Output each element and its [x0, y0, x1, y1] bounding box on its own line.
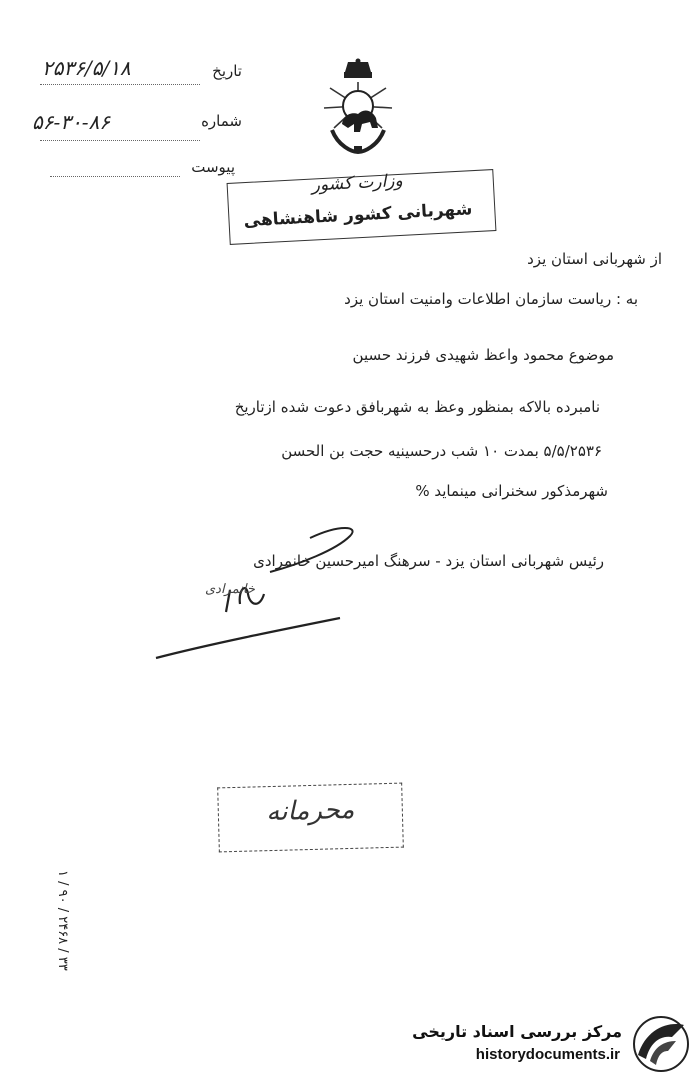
police-department-name: شهربانی کشور شاهنشاهی	[243, 199, 473, 232]
lion-and-sun-emblem-icon	[318, 58, 398, 158]
letter-body-line-2: ۵/۵/۲۵۳۶ بمدت ۱۰ شب درحسینیه حجت بن الحسن	[281, 442, 602, 460]
confidential-stamp	[217, 783, 404, 853]
letter-subject: موضوع محمود واعظ شهیدی فرزند حسین	[352, 346, 614, 364]
confidential-stamp-text: محرمانه	[265, 794, 355, 828]
ministry-name: وزارت کشور	[311, 170, 404, 196]
signature-scribble-icon	[150, 520, 380, 665]
date-dotline	[40, 84, 200, 85]
number-label: شماره	[201, 112, 242, 130]
date-label: تاریخ	[212, 62, 242, 80]
letter-from: از شهربانی استان یزد	[527, 250, 662, 268]
letter-signature-line: رئیس شهربانی استان یزد - سرهنگ امیرحسین خانمرادی	[253, 552, 604, 570]
brand-url: historydocuments.ir	[475, 1046, 620, 1063]
letter-body-line-1: نامبرده بالاکه بمنظور وعظ به شهربافق دعوت شده ازتاریخ	[234, 398, 600, 416]
attachment-dotline	[50, 176, 180, 177]
attachment-label: پیوست	[191, 158, 235, 176]
brand-name: مرکز بررسی اسناد تاریخی	[412, 1022, 622, 1041]
number-value: ۵۶-۳۰-۸۶	[32, 110, 110, 134]
archive-code-text: ۱ / ۹۰ / ۲۴۶۸ / ۳۳	[55, 870, 70, 971]
archive-code-vertical	[50, 870, 90, 1010]
date-value: ۲۵۳۶/۵/۱۸	[42, 56, 131, 80]
signature-mark: خانمرادی	[205, 582, 255, 597]
history-documents-logo-icon	[632, 1015, 690, 1073]
number-dotline	[40, 140, 200, 141]
ministry-stamp-box	[227, 169, 497, 245]
letter-body-line-3: شهرمذکور سخنرانی مینماید %	[415, 482, 608, 500]
letter-to: به : ریاست سازمان اطلاعات وامنیت استان یزد	[344, 290, 638, 308]
